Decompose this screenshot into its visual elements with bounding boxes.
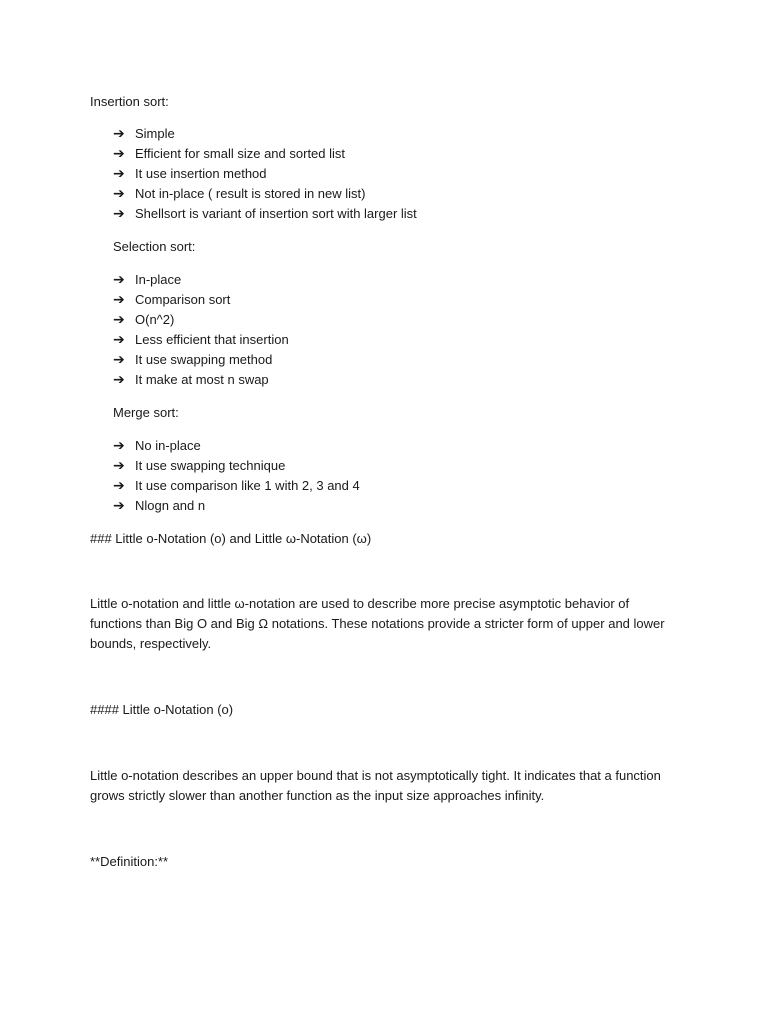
list-item [113, 184, 365, 204]
arrow-icon: ➔ [113, 332, 125, 348]
list-item-text: It use swapping method [135, 352, 273, 367]
merge-sort-title: Merge sort: [113, 405, 179, 420]
list-item-text: Less efficient that insertion [135, 332, 289, 347]
little-o-heading: #### Little o-Notation (o) [90, 702, 234, 717]
arrow-icon: ➔ [113, 458, 125, 474]
arrow-icon: ➔ [113, 126, 125, 142]
little-notation-intro: Little o-notation and little ω-notation are used to describe more precise asymptotic behavior of functions than Big O and Big Ω notations. These notations provide a stricter form of upper and lower bounds, respectively. [90, 596, 665, 651]
definition-label: **Definition:** [90, 854, 169, 869]
list-item [113, 204, 417, 224]
list-item-text: Nlogn and n [135, 498, 206, 513]
arrow-icon: ➔ [113, 186, 125, 202]
list-item [113, 144, 345, 164]
arrow-icon: ➔ [113, 292, 125, 308]
list-item-text: Efficient for small size and sorted list [135, 146, 346, 161]
arrow-icon: ➔ [113, 272, 125, 288]
list-item [113, 456, 285, 476]
list-item [113, 290, 230, 310]
list-item-text: Simple [135, 126, 175, 141]
list-item-text: Shellsort is variant of insertion sort with larger list [135, 206, 417, 221]
arrow-icon: ➔ [113, 146, 125, 162]
list-item [113, 270, 181, 290]
list-item [113, 310, 174, 330]
arrow-icon: ➔ [113, 166, 125, 182]
arrow-icon: ➔ [113, 498, 125, 514]
list-item [113, 124, 175, 144]
arrow-icon: ➔ [113, 372, 125, 388]
list-item-text: It use comparison like 1 with 2, 3 and 4 [135, 478, 360, 493]
list-item-text: It use swapping technique [135, 458, 286, 473]
list-item [113, 476, 360, 496]
list-item-text: It make at most n swap [135, 372, 269, 387]
list-item-text: O(n^2) [135, 312, 175, 327]
list-item [113, 496, 205, 516]
selection-sort-title: Selection sort: [113, 239, 196, 254]
list-item-text: In-place [135, 272, 182, 287]
list-item-text: No in-place [135, 438, 201, 453]
arrow-icon: ➔ [113, 438, 125, 454]
list-item-text: Comparison sort [135, 292, 231, 307]
insertion-sort-title: Insertion sort: [90, 94, 169, 109]
list-item [113, 330, 289, 350]
list-item [113, 436, 201, 456]
arrow-icon: ➔ [113, 206, 125, 222]
list-item [113, 350, 272, 370]
list-item-text: It use insertion method [135, 166, 267, 181]
little-notation-heading: ### Little o-Notation (o) and Little ω-Notation (ω) [90, 531, 372, 546]
list-item [113, 164, 267, 184]
list-item [113, 370, 269, 390]
arrow-icon: ➔ [113, 352, 125, 368]
little-o-description: Little o-notation describes an upper bound that is not asymptotically tight. It indicates that a function grows strictly slower than another function as the input size approaches infinity. [90, 768, 661, 803]
arrow-icon: ➔ [113, 478, 125, 494]
arrow-icon: ➔ [113, 312, 125, 328]
list-item-text: Not in-place ( result is stored in new list) [135, 186, 366, 201]
